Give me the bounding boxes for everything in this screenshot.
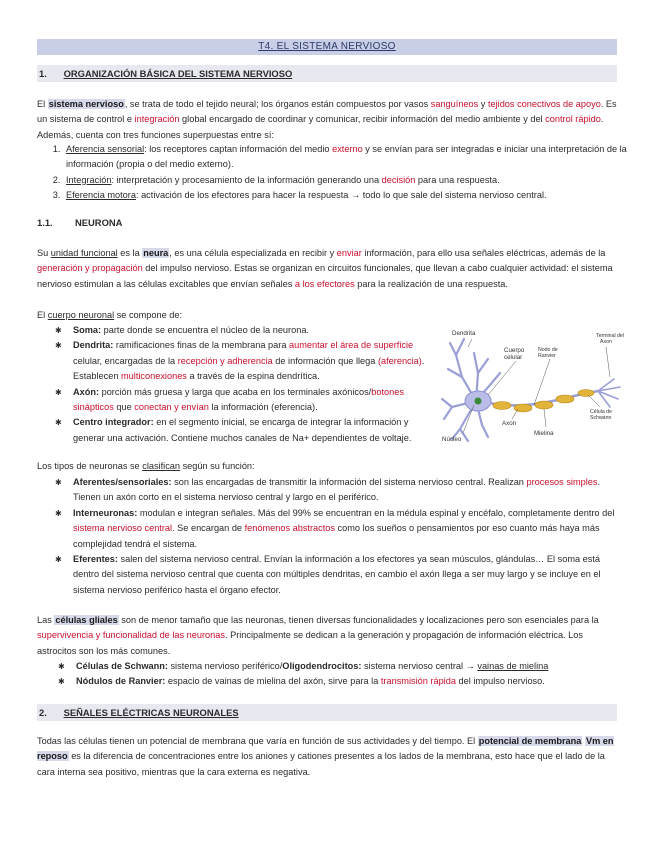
neurona-paragraph: Su unidad funcional es la neura, es una célula especializada en recibir y enviar información, para ello usa señales eléctricas, además de la generación y propagación del impulso nervioso. Estas se organizan en circuitos funcionales, que llevan a cabo cualquier actividad: el sistema nervioso estimulan a las células excitables que envían señales a los efectores para la realización de una respuesta.	[37, 248, 613, 289]
list-item: ✱ Soma: parte donde se encuentra el núcleo de la neurona.	[55, 323, 427, 338]
term-celulas-gliales: células gliales	[55, 615, 118, 625]
term-sistema-nervioso: sistema nervioso	[48, 99, 124, 109]
section-1-number: 1.	[39, 68, 47, 79]
list-item: ✱ Aferentes/sensoriales: son las encargadas de transmitir la información del sistema nervioso central. Realizan procesos simples. Tienen un axón corto en el sistema nervioso central y largo en el periférico.	[55, 475, 617, 506]
myelin-sheath	[493, 390, 594, 413]
label-axon: Axon	[502, 420, 517, 427]
functions-list	[37, 142, 643, 204]
list-item: ✱ Eferentes: salen del sistema nervioso central. Envían la información a los efectores ya sean músculos, glándulas… El soma está dentro del sistema nervioso central que cuenta con múltiples dendritas, en cambio el axón llega a ser muy largo y se incluye en el sistema nervioso periférico hasta el órgano efector.	[55, 552, 617, 598]
label-terminal: Terminal del	[596, 333, 624, 339]
glia-paragraph: Las células gliales son de menor tamaño que las neuronas, tienen diversas funcionalidades y localizaciones pero son esenciales para la supervivencia y funcionalidad de las neuronas. Principalmente se dedican a la generación y propagación de información eléctrica. Los astrocitos son los más comunes.	[37, 615, 599, 656]
list-item: 2. Integración: interpretación y procesamiento de la información generando una decisión para una respuesta.	[63, 173, 643, 188]
dendrites	[442, 339, 500, 441]
section-1-heading	[37, 65, 617, 82]
neuron-diagram	[438, 325, 628, 450]
list-item: ✱ Interneuronas: modulan e integran señales. Más del 99% se encuentran en la médula espinal y encéfalo, completamente dentro del sistema nervioso central. Se encargan de fenómenos abstractos como los sueños o pensamientos por eso cuanto más haya más complejidad tendrá el sistema.	[55, 506, 617, 552]
nucleus	[475, 398, 482, 405]
section-2-heading: 2. SEÑALES ELÉCTRICAS NEURONALES	[37, 704, 617, 721]
label-nucleo: Núcleo	[442, 436, 462, 443]
label-ranvier: Ranvier	[538, 353, 556, 359]
list-item: ✱ Células de Schwann: sistema nervioso periférico/Oligodendrocitos: sistema nervioso central → vainas de mielina	[58, 659, 617, 674]
list-item: ✱ Dendrita: ramificaciones finas de la membrana para aumentar el área de superficie celular, encargadas de la recepción y adherencia de información que llega (aferencia). Establecen multiconexiones a través de la espina dendrítica.	[55, 338, 427, 384]
cuerpo-neuronal-intro: El cuerpo neuronal se compone de:	[37, 310, 183, 320]
intro-paragraph: El sistema nervioso, se trata de todo el tejido neural; los órganos están compuestos por vasos sanguíneos y tejidos conectivos de apoyo. Es un sistema de control e integración global encargado de coordinar y comunicar, recibir información del medio ambiente y del control rápido. Además, cuenta con tres funciones superpuestas entre sí:	[37, 99, 617, 140]
document-title: T4. EL SISTEMA NERVIOSO	[37, 39, 617, 55]
term-vm-reposo: Vm en reposo	[37, 736, 614, 762]
neuron-types-list	[55, 475, 617, 598]
tipos-intro: Los tipos de neuronas se clasifican según su función:	[37, 461, 255, 471]
label-celula: Célula de	[590, 409, 612, 415]
list-item: 1. Aferencia sensorial: los receptores captan información del medio externo y se envían para ser integradas e iniciar una interpretación de la información (propia o del medio externo).	[63, 142, 643, 173]
list-item: ✱ Centro integrador: en el segmento inicial, se encarga de integrar la información y generar una activación. Contiene muchos canales de Na+ dependientes de voltaje.	[55, 415, 427, 446]
list-item: ✱ Axón: porción más gruesa y larga que acaba en los terminales axónicos/botones sinápticos que conectan y envían la información (eferencia).	[55, 385, 427, 416]
label-terminal-axon: Axon	[600, 339, 612, 345]
label-celular: celular	[504, 354, 523, 361]
section-1-title: ORGANIZACIÓN BÁSICA DEL SISTEMA NERVIOSO	[63, 68, 293, 79]
axon-terminals	[598, 379, 620, 407]
term-potencial-membrana: potencial de membrana	[478, 736, 582, 746]
diagram-labels	[442, 330, 624, 443]
list-item: 3. Eferencia motora: activación de los efectores para hacer la respuesta → todo lo que sale del sistema nervioso central.	[63, 188, 643, 203]
label-lines	[463, 339, 610, 433]
term-neura: neura	[143, 248, 169, 258]
list-item: ✱ Nódulos de Ranvier: espacio de vainas de mielina del axón, sirve para la transmisión rápida del impulso nervioso.	[58, 674, 617, 689]
label-nodo: Nodo de	[538, 347, 558, 353]
label-cuerpo: Cuerpo	[504, 347, 525, 354]
potencial-paragraph: Todas las células tienen un potencial de membrana que varía en función de sus actividades y del tiempo. El potencial de membrana Vm en reposo es la diferencia de concentraciones entre los aniones y cationes presentes a los lados de la membrana, esto hace que el lado de la cara interna sea positivo, mientras que la cara externa es negativa.	[37, 736, 614, 777]
label-dendrita: Dendrita	[452, 330, 476, 337]
label-schwann: Schwann	[590, 415, 612, 421]
glia-list	[58, 659, 617, 690]
neuron-parts-list	[55, 323, 427, 446]
section-1-1-heading: 1.1. NEURONA	[37, 217, 123, 228]
label-mielina: Mielina	[534, 430, 554, 437]
